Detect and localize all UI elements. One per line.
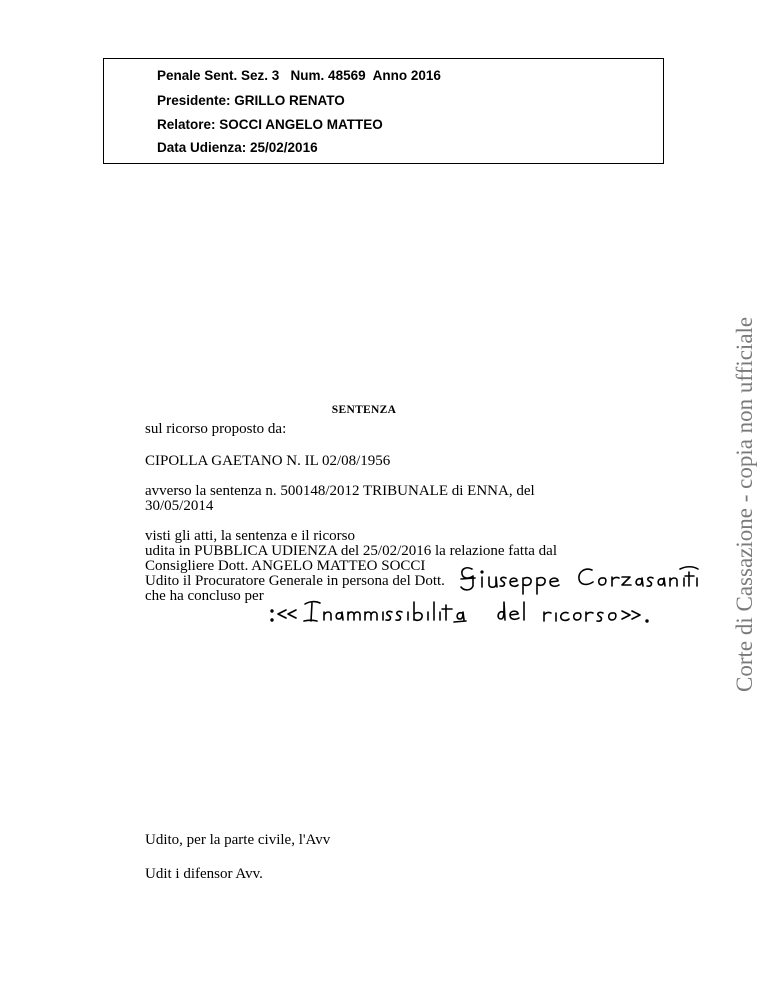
party-line: CIPOLLA GAETANO N. IL 02/08/1956	[145, 453, 391, 469]
hearing-date-line: Data Udienza: 25/02/2016	[157, 140, 318, 155]
body-line-3: Consigliere Dott. ANGELO MATTEO SOCCI	[145, 558, 426, 574]
body-line-5: che ha concluso per	[145, 588, 264, 604]
case-header-box	[103, 58, 664, 164]
appeal-line-2: 30/05/2014	[145, 498, 214, 514]
appeal-line-1: avverso la sentenza n. 500148/2012 TRIBUNALE di ENNA, del	[145, 483, 535, 499]
body-line-2: udita in PUBBLICA UDIENZA del 25/02/2016 la relazione fatta dal	[145, 543, 558, 559]
defenders-line: Udit i difensor Avv.	[145, 866, 263, 882]
document-title: SENTENZA	[331, 404, 397, 416]
rapporteur-line: Relatore: SOCCI ANGELO MATTEO	[157, 117, 383, 132]
intro-line: sul ricorso proposto da:	[145, 421, 287, 437]
handwritten-prosecutor-name	[452, 560, 702, 594]
civil-party-line: Udito, per la parte civile, l'Avv	[145, 832, 331, 848]
handwritten-conclusion	[268, 593, 658, 627]
watermark-text: Corte di Cassazione - copia non ufficiale	[732, 316, 757, 692]
body-line-1: visti gli atti, la sentenza e il ricorso	[145, 528, 355, 544]
body-line-4: Udito il Procuratore Generale in persona del Dott.	[145, 573, 445, 589]
case-number-line: Penale Sent. Sez. 3 Num. 48569 Anno 2016	[157, 68, 441, 83]
president-line: Presidente: GRILLO RENATO	[157, 93, 345, 108]
